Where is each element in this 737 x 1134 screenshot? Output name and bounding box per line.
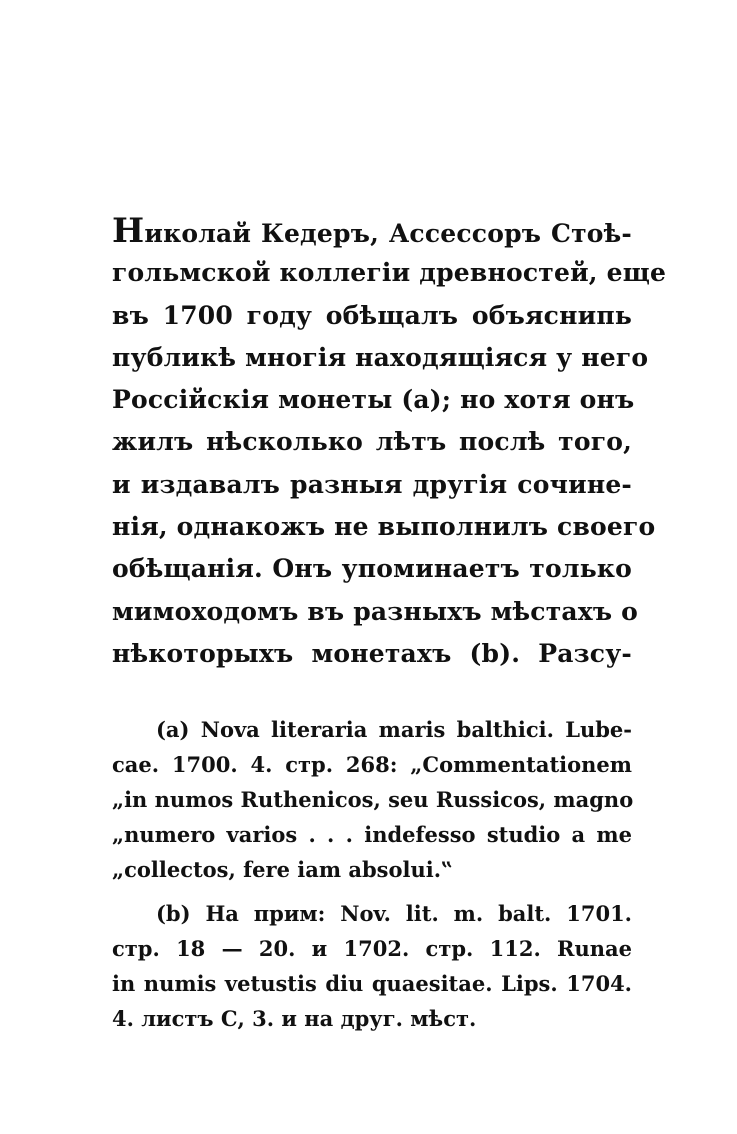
- footnote-line: 4. листъ С, 3. и на друг. мѣст.: [112, 1006, 477, 1031]
- text-line: обѣщанія. Онъ упоминаетъ только: [112, 554, 632, 584]
- footnote-line: cae. 1700. 4. стр. 268: „Commentationem: [112, 752, 632, 777]
- text-line: Россійскія монеты (а); но хотя онъ: [112, 385, 635, 415]
- text-line: нѣкоторыхъ монетахъ (b). Разсу-: [112, 638, 632, 668]
- text-line: жилъ нѣсколько лѣтъ послѣ того,: [112, 427, 632, 457]
- text-line: и издавалъ разныя другія сочине-: [112, 469, 632, 499]
- footnote-line: „in numos Ruthenicos, seu Russicos, magno: [112, 787, 634, 812]
- footnote-line: „collectos, fere iam absolui.‟: [112, 857, 454, 882]
- drop-cap: Н: [112, 211, 145, 251]
- text-line: въ 1700 году обѣщалъ объяснипь: [112, 300, 632, 330]
- text-line: нія, однакожъ не выполнилъ своего: [112, 512, 656, 542]
- footnote-line: „numero varios . . . indefesso studio a me: [112, 822, 632, 847]
- footnote-b: [112, 896, 632, 1036]
- text-line: мимоходомъ въ разныхъ мѣстахъ о: [112, 596, 639, 626]
- text-line: гольмской коллегіи древностей, еще: [112, 258, 667, 288]
- text-line: публикѣ многія находящіяся у него: [112, 342, 649, 372]
- text-line-content: иколай Кедеръ, Ассессоръ Стоѣ-: [144, 219, 632, 248]
- footnote-line: (b) На прим: Nov. lit. m. balt. 1701.: [156, 901, 632, 926]
- main-paragraph: [112, 210, 667, 675]
- footnote-line: (a) Nova literaria maris balthici. Lube-: [156, 717, 632, 742]
- footnote-line: стр. 18 — 20. и 1702. стр. 112. Runae: [112, 936, 632, 961]
- footnote-line: in numis vetustis diu quaesitae. Lips. 1704.: [112, 971, 632, 996]
- footnote-a: [112, 712, 632, 887]
- text-line: [112, 210, 632, 252]
